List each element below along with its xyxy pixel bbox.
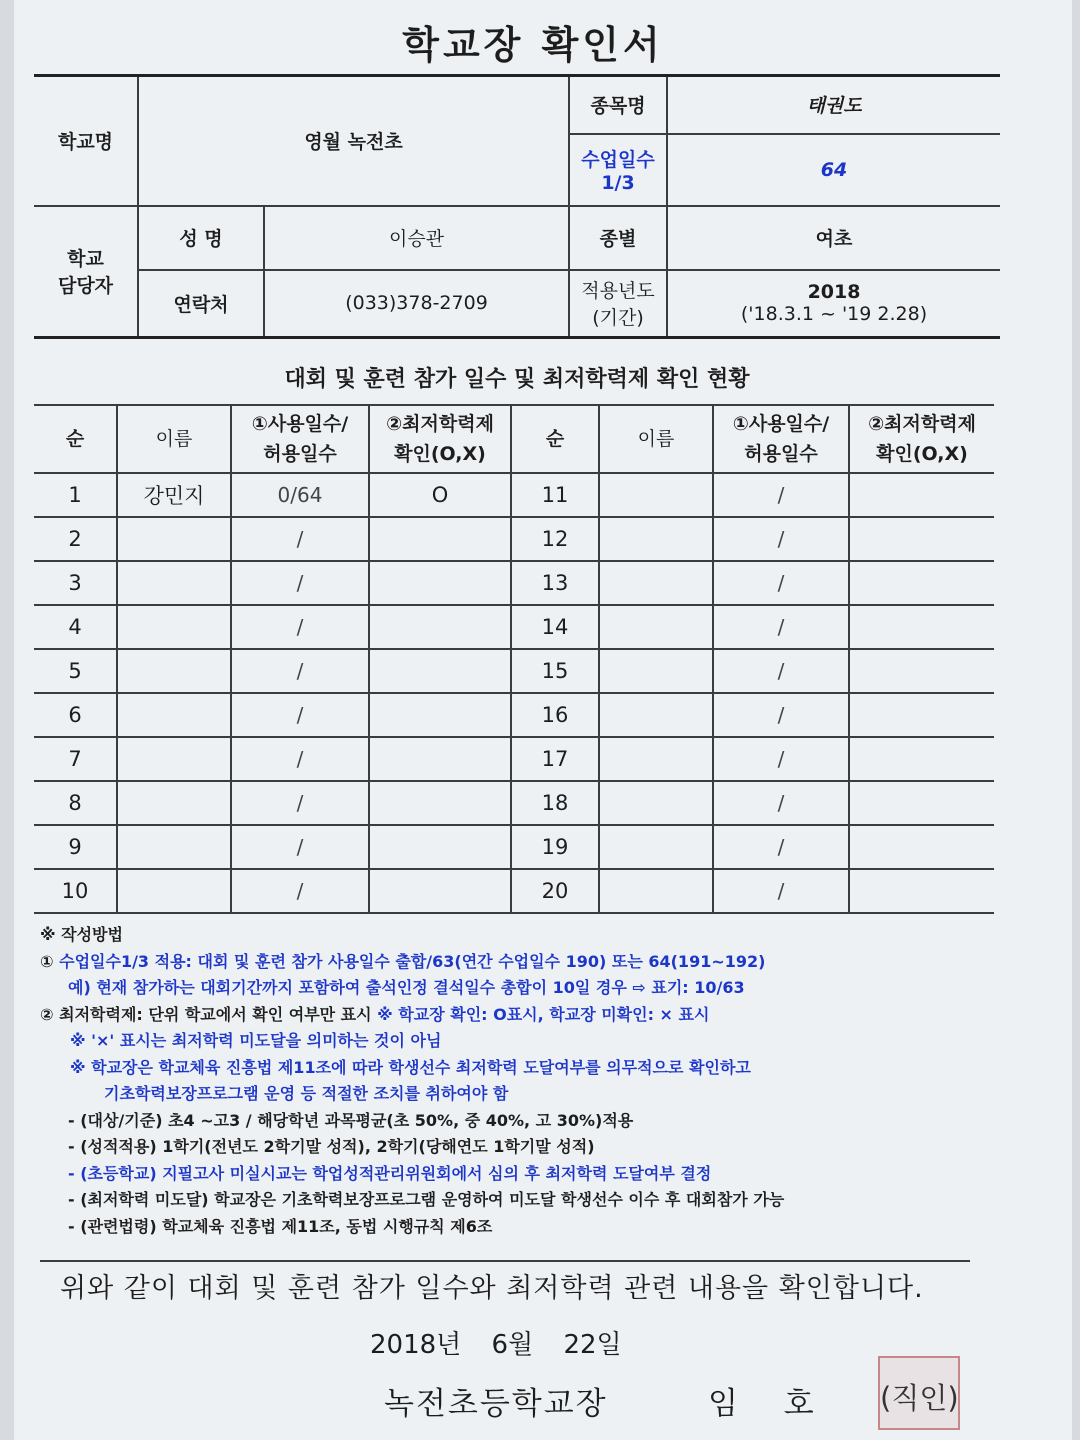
table-row [34, 781, 994, 825]
period-label: 적용년도 (기간) [569, 270, 667, 338]
row-check-2 [849, 825, 994, 869]
table-row [34, 517, 994, 561]
period-value: 2018 ('18.3.1 ~ '19 2.28) [667, 270, 1000, 338]
header-no-2: 순 [511, 405, 599, 473]
row-days: 0/64 [231, 473, 369, 517]
note-2: ② 최저학력제: 단위 학교에서 확인 여부만 표시 ※ 학교장 확인: O표시, 학교장 미확인: × 표시 [40, 1004, 710, 1024]
row-check [369, 649, 511, 693]
row-check [369, 517, 511, 561]
row-check-2 [849, 517, 994, 561]
note-1-cont: 예) 현재 참가하는 대회기간까지 포함하여 출석인정 결석일수 총합이 10일 경우 ⇨ 표기: 10/63 [68, 978, 745, 997]
note-1: ① 수업일수1/3 적용: 대회 및 훈련 참가 사용일수 출합/63(연간 수업일수 190) 또는 64(191~192) [40, 951, 766, 971]
row-no-2: 14 [511, 605, 599, 649]
row-name-2 [599, 693, 713, 737]
instructions [40, 922, 1000, 1240]
table-row [34, 473, 994, 517]
row-no: 7 [34, 737, 117, 781]
row-no-2: 12 [511, 517, 599, 561]
table-row [34, 825, 994, 869]
table-row [34, 605, 994, 649]
row-name-2 [599, 781, 713, 825]
class-days-value: 64 [667, 134, 1000, 206]
school-name-value: 영월 녹전초 [138, 76, 569, 206]
row-no-2: 13 [511, 561, 599, 605]
row-check [369, 693, 511, 737]
notes-heading: ※ 작성방법 [40, 925, 123, 944]
row-no: 9 [34, 825, 117, 869]
row-name-2 [599, 869, 713, 913]
row-check-2 [849, 693, 994, 737]
type-value: 여초 [667, 206, 1000, 270]
row-name [117, 825, 231, 869]
row-name [117, 649, 231, 693]
row-no-2: 18 [511, 781, 599, 825]
row-days-2: / [713, 825, 849, 869]
row-name [117, 737, 231, 781]
row-name [117, 869, 231, 913]
detail-3: - (초등학교) 지필고사 미실시교는 학업성적관리위원회에서 심의 후 최저학력 도달여부 결정 [68, 1163, 712, 1183]
row-name [117, 693, 231, 737]
table-row [34, 869, 994, 913]
row-no-2: 20 [511, 869, 599, 913]
row-days-2: / [713, 561, 849, 605]
row-name-2 [599, 825, 713, 869]
name-label: 성 명 [138, 206, 264, 270]
row-days-2: / [713, 781, 849, 825]
note-4: ※ 학교장은 학교체육 진흥법 제11조에 따라 학생선수 최저학력 도달여부를 의무적으로 확인하고 [70, 1057, 751, 1077]
row-name: 강민지 [117, 473, 231, 517]
row-no-2: 11 [511, 473, 599, 517]
row-no-2: 16 [511, 693, 599, 737]
row-days: / [231, 693, 369, 737]
class-days-label: 수업일수 1/3 [569, 134, 667, 206]
row-days: / [231, 869, 369, 913]
row-no: 10 [34, 869, 117, 913]
row-no: 1 [34, 473, 117, 517]
row-name [117, 781, 231, 825]
row-days-2: / [713, 517, 849, 561]
header-name: 이름 [117, 405, 231, 473]
table-row [34, 693, 994, 737]
row-no: 6 [34, 693, 117, 737]
contact-value: (033)378-2709 [264, 270, 569, 338]
detail-4: - (최저학력 미도달) 학교장은 기초학력보장프로그램 운영하여 미도달 학생선수 이수 후 대회참가 가능 [68, 1190, 785, 1209]
row-no: 4 [34, 605, 117, 649]
row-days-2: / [713, 869, 849, 913]
row-days: / [231, 781, 369, 825]
row-check [369, 561, 511, 605]
divider [40, 1260, 970, 1262]
detail-1: - (대상/기준) 초4 ~고3 / 해당학년 과목평균(초 50%, 중 40%, 고 30%)적용 [68, 1110, 634, 1130]
school-name-label: 학교명 [34, 76, 138, 206]
row-days: / [231, 605, 369, 649]
header-no: 순 [34, 405, 117, 473]
table-row [34, 737, 994, 781]
row-name-2 [599, 649, 713, 693]
row-check-2 [849, 473, 994, 517]
row-check [369, 869, 511, 913]
header-check-2: ②최저학력제 확인(O,X) [849, 405, 994, 473]
table-body [34, 473, 994, 913]
row-check [369, 781, 511, 825]
sport-label: 종목명 [569, 76, 667, 134]
table-row [34, 561, 994, 605]
row-days: / [231, 517, 369, 561]
row-check [369, 737, 511, 781]
row-no-2: 17 [511, 737, 599, 781]
row-days-2: / [713, 737, 849, 781]
row-name-2 [599, 605, 713, 649]
row-no: 3 [34, 561, 117, 605]
seal-label: (직인) [880, 1381, 959, 1415]
contact-label: 연락처 [138, 270, 264, 338]
row-no-2: 19 [511, 825, 599, 869]
row-days-2: / [713, 693, 849, 737]
row-days: / [231, 561, 369, 605]
info-table [34, 74, 1000, 339]
row-check-2 [849, 781, 994, 825]
row-name-2 [599, 473, 713, 517]
row-no: 2 [34, 517, 117, 561]
principal-title: 녹전초등학교장 [384, 1386, 608, 1422]
row-days-2: / [713, 473, 849, 517]
row-no-2: 15 [511, 649, 599, 693]
note-3: ※ '×' 표시는 최저학력 미도달을 의미하는 것이 아님 [70, 1031, 442, 1050]
row-check-2 [849, 605, 994, 649]
name-value: 이승관 [264, 206, 569, 270]
row-days-2: / [713, 649, 849, 693]
section-subtitle: 대회 및 훈련 참가 일수 및 최저학력제 확인 현황 [284, 367, 750, 392]
table-header-row [34, 405, 994, 473]
row-days-2: / [713, 605, 849, 649]
document-title: 학교장 확인서 [402, 23, 664, 67]
manager-label: 학교 담당자 [34, 206, 138, 338]
row-days: / [231, 825, 369, 869]
row-check [369, 825, 511, 869]
header-days-2: ①사용일수/ 허용일수 [713, 405, 849, 473]
row-name-2 [599, 517, 713, 561]
table-row [34, 649, 994, 693]
detail-5: - (관련법령) 학교체육 진흥법 제11조, 동법 시행규칙 제6조 [68, 1216, 493, 1236]
row-check-2 [849, 737, 994, 781]
confirmation-statement: 위와 같이 대회 및 훈련 참가 일수와 최저학력 관련 내용을 확인합니다. [60, 1273, 924, 1304]
row-days: / [231, 737, 369, 781]
sport-value: 태권도 [667, 76, 1000, 134]
participation-table [34, 404, 994, 914]
row-check-2 [849, 649, 994, 693]
row-days: / [231, 649, 369, 693]
row-name-2 [599, 561, 713, 605]
type-label: 종별 [569, 206, 667, 270]
row-check-2 [849, 869, 994, 913]
detail-2: - (성적적용) 1학기(전년도 2학기말 성적), 2학기(당해연도 1학기말 성적) [68, 1137, 595, 1156]
note-4-cont: 기초학력보장프로그램 운영 등 적절한 조치를 취하여야 함 [104, 1084, 509, 1103]
row-check: O [369, 473, 511, 517]
row-check [369, 605, 511, 649]
header-check: ②최저학력제 확인(O,X) [369, 405, 511, 473]
row-no: 8 [34, 781, 117, 825]
row-check-2 [849, 561, 994, 605]
issue-date: 2018년 6월 22일 [370, 1330, 622, 1360]
header-days: ①사용일수/ 허용일수 [231, 405, 369, 473]
principal-name: 임 호 [708, 1386, 832, 1422]
row-name [117, 605, 231, 649]
header-name-2: 이름 [599, 405, 713, 473]
row-name [117, 561, 231, 605]
row-name [117, 517, 231, 561]
row-no: 5 [34, 649, 117, 693]
row-name-2 [599, 737, 713, 781]
